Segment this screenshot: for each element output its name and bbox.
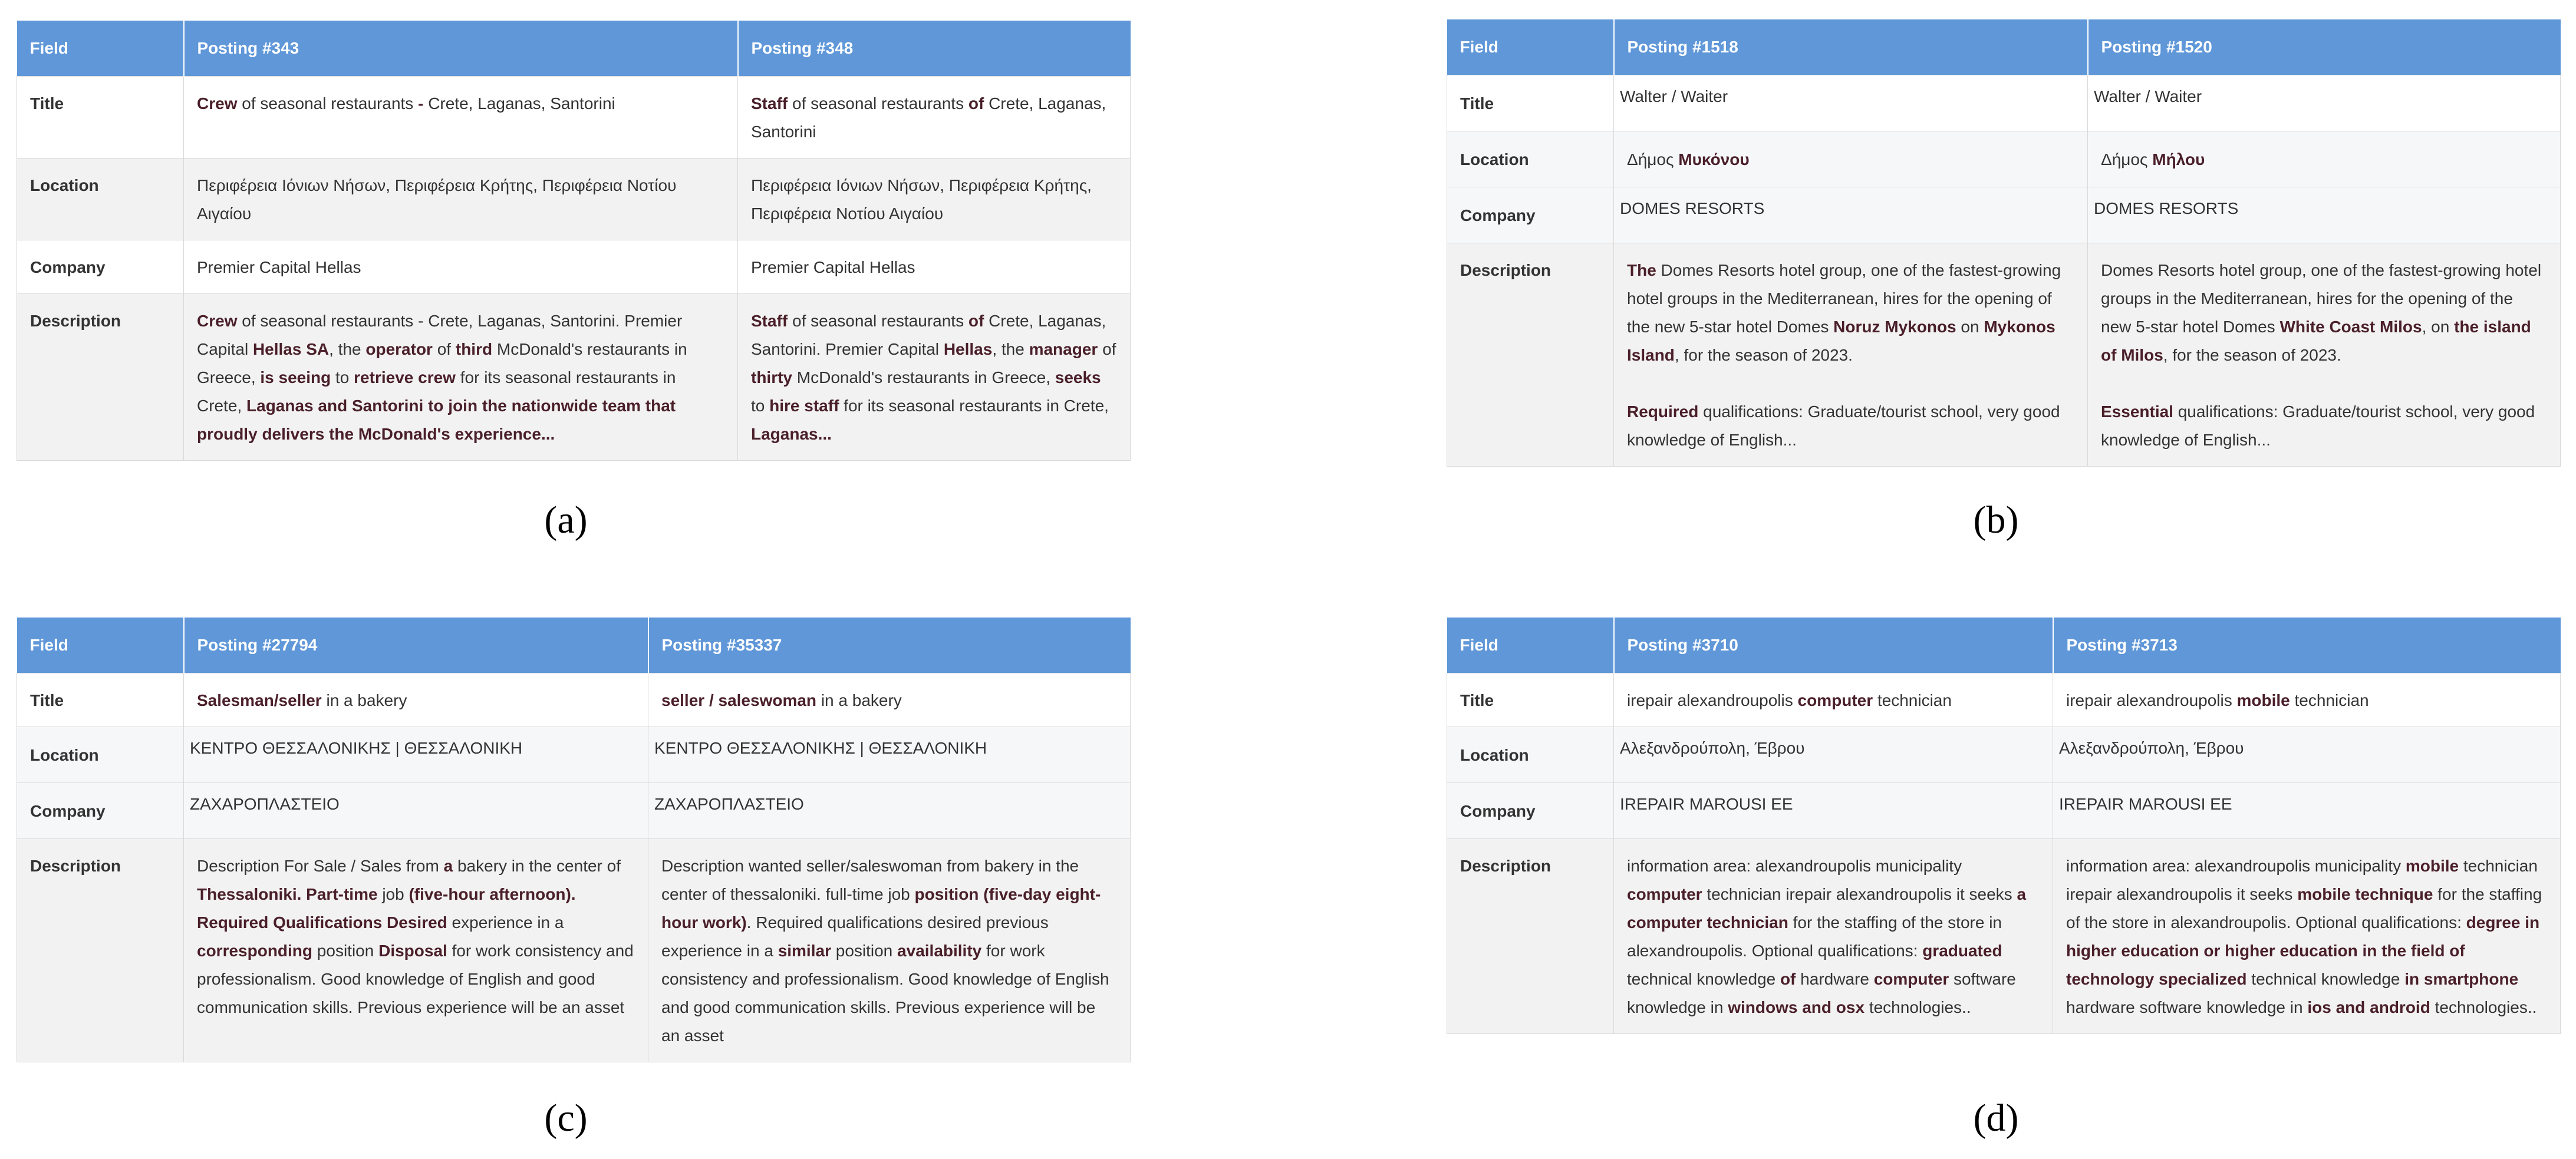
hl: Hellas SA	[252, 340, 330, 358]
hl: mobile	[2236, 691, 2290, 709]
txt: bakery in the center of	[453, 857, 621, 875]
hl: -	[418, 94, 424, 113]
header-field: Field	[17, 21, 184, 77]
cell-location-2: Αλεξανδρούπολη, Έβρου	[2053, 727, 2561, 783]
hl: position (five-day eight-hour work)	[661, 885, 1101, 932]
txt: , for the season of 2023.	[2163, 346, 2341, 364]
row-title	[17, 77, 1131, 159]
hl: Disposal	[378, 942, 447, 960]
cell-description-1	[1614, 839, 2053, 1034]
hl: graduated	[1922, 942, 2002, 960]
hl: White Coast Milos	[2279, 318, 2422, 336]
txt: experience in a	[447, 913, 564, 932]
cell-company-2: DOMES RESORTS	[2088, 187, 2561, 243]
cell-company-1: ΖΑΧΑΡΟΠΛΑΣΤΕΙΟ	[184, 783, 648, 839]
header-posting-2: Posting #35337	[648, 618, 1131, 673]
row-label-company: Company	[1447, 187, 1614, 243]
row-description	[1447, 243, 2561, 467]
txt: for the staffing of the store in alexandroupolis. Optional qualifications:	[2066, 885, 2542, 932]
row-label-location: Location	[1447, 131, 1614, 187]
desc-paragraph-1	[1627, 256, 2074, 369]
txt: Domes Resorts hotel group, one of the fastest-growing hotel groups in the Mediterranean, hires for the opening of the new 5-star hotel Domes	[2101, 261, 2542, 336]
header-posting-2: Posting #348	[738, 21, 1131, 77]
hl: hire staff	[769, 397, 839, 415]
row-label-title: Title	[1447, 673, 1614, 727]
cell-company-1: DOMES RESORTS	[1614, 187, 2088, 243]
txt: , the	[329, 340, 366, 358]
caption-b: (b)	[1973, 498, 2019, 541]
cell-description-2	[2088, 243, 2561, 467]
txt: software knowledge in	[1627, 970, 2016, 1016]
comparison-table-c	[17, 618, 1130, 1062]
comparison-table-d	[1447, 618, 2560, 1034]
txt: of	[432, 340, 456, 358]
desc-paragraph-2	[2101, 398, 2547, 454]
txt: information area: alexandroupolis municipality	[2066, 857, 2406, 875]
txt: position	[831, 942, 898, 960]
cell-company-2: IREPAIR MAROUSI EE	[2053, 783, 2561, 839]
txt: technologies..	[2430, 998, 2537, 1016]
txt: technician irepair alexandroupolis it seeks	[1702, 885, 2017, 903]
txt: job	[377, 885, 409, 903]
txt: to	[331, 368, 354, 387]
row-company	[17, 240, 1131, 294]
hl: computer	[1797, 691, 1873, 709]
row-description	[1447, 839, 2561, 1034]
hl: of	[968, 94, 984, 113]
txt: Description wanted seller/saleswoman from bakery in the center of thessaloniki. full-time job	[661, 857, 1079, 903]
txt: for its seasonal restaurants in Crete,	[197, 368, 676, 415]
row-description	[17, 839, 1131, 1062]
txt: for its seasonal restaurants in Crete,	[839, 397, 1109, 415]
cell-title-2: Walter / Waiter	[2088, 75, 2561, 131]
txt: Crete, Laganas, Santorini	[751, 94, 1106, 141]
cell-location-2	[2088, 131, 2561, 187]
row-location	[17, 727, 1131, 783]
header-row	[17, 618, 1131, 673]
desc-paragraph-2	[1627, 398, 2074, 454]
txt: qualifications: Graduate/tourist school, very good knowledge of English...	[2101, 402, 2535, 449]
hl: corresponding	[197, 942, 313, 960]
txt: of seasonal restaurants - Crete, Laganas, Santorini. Premier Capital	[197, 312, 683, 358]
txt: of	[1098, 340, 1116, 358]
row-label-company: Company	[1447, 783, 1614, 839]
cell-description-1	[1614, 243, 2088, 467]
header-posting-1: Posting #3710	[1614, 618, 2053, 673]
cell-title-1: Walter / Waiter	[1614, 75, 2088, 131]
hl: a	[443, 857, 453, 875]
txt: technical knowledge	[2246, 970, 2405, 988]
cell-title-2	[738, 77, 1131, 159]
txt: of seasonal restaurants	[788, 312, 969, 330]
cell-location-1: Αλεξανδρούπολη, Έβρου	[1614, 727, 2053, 783]
table-c	[17, 618, 1131, 1062]
hl: mobile	[2405, 857, 2459, 875]
comparison-table-b	[1447, 19, 2560, 467]
row-label-company: Company	[17, 783, 184, 839]
hl: computer	[1627, 885, 1702, 903]
hl: Laganas...	[751, 425, 832, 443]
row-label-company: Company	[17, 240, 184, 294]
cell-location-1: Περιφέρεια Ιόνιων Νήσων, Περιφέρεια Κρήτης, Περιφέρεια Νοτίου Αιγαίου	[184, 159, 738, 240]
hl: Hellas	[943, 340, 993, 358]
comparison-table-a	[17, 21, 1130, 461]
cell-company-2: Premier Capital Hellas	[738, 240, 1131, 294]
txt: of seasonal restaurants	[237, 94, 419, 113]
cell-description-1	[184, 294, 738, 461]
row-company	[1447, 783, 2561, 839]
caption-d: (d)	[1973, 1097, 2019, 1140]
txt: technician	[2290, 691, 2369, 709]
hl: degree in higher education or higher education in the field of technology specialized	[2066, 913, 2540, 988]
hl: manager	[1029, 340, 1098, 358]
hl: a computer technician	[1627, 885, 2027, 932]
hl: retrieve crew	[354, 368, 456, 387]
hl: Required	[1627, 402, 1699, 421]
txt: Domes Resorts hotel group, one of the fastest-growing hotel groups in the Mediterranean, hires for the opening of the new 5-star hotel Domes	[1627, 261, 2061, 336]
hl: Essential	[2101, 402, 2173, 421]
cell-location-2: Περιφέρεια Ιόνιων Νήσων, Περιφέρεια Κρήτης, Περιφέρεια Νοτίου Αιγαίου	[738, 159, 1131, 240]
txt: on	[1956, 318, 1984, 336]
txt: to	[751, 397, 770, 415]
txt: of seasonal restaurants	[788, 94, 969, 113]
txt: in a bakery	[816, 691, 902, 709]
hl: Thessaloniki. Part-time	[197, 885, 378, 903]
txt: irepair alexandroupolis	[2066, 691, 2237, 709]
row-label-description: Description	[17, 839, 184, 1062]
header-posting-1: Posting #343	[184, 21, 738, 77]
txt: , for the season of 2023.	[1674, 346, 1853, 364]
row-title	[1447, 75, 2561, 131]
cell-company-1: Premier Capital Hellas	[184, 240, 738, 294]
row-label-location: Location	[17, 159, 184, 240]
header-field: Field	[1447, 618, 1614, 673]
txt: Description For Sale / Sales from	[197, 857, 444, 875]
header-row	[17, 21, 1131, 77]
row-label-title: Title	[1447, 75, 1614, 131]
txt: in a bakery	[321, 691, 407, 709]
row-location	[17, 159, 1131, 240]
txt: information area: alexandroupolis municipality	[1627, 857, 1962, 875]
cell-company-1: IREPAIR MAROUSI EE	[1614, 783, 2053, 839]
hl: seeks	[1055, 368, 1101, 387]
txt: for the staffing of the store in alexandroupolis. Optional qualifications:	[1627, 913, 2002, 960]
cell-title-1	[1614, 673, 2053, 727]
caption-c: (c)	[544, 1097, 588, 1140]
hl: availability	[897, 942, 982, 960]
cell-title-1	[184, 77, 738, 159]
hl: Staff	[751, 94, 788, 113]
hl: operator	[365, 340, 433, 358]
hl: Salesman/seller	[197, 691, 322, 709]
row-label-description: Description	[1447, 243, 1614, 467]
header-row	[1447, 19, 2561, 75]
cell-location-1	[1614, 131, 2088, 187]
txt: hardware software knowledge in	[2066, 998, 2308, 1016]
txt: for work consistency and professionalism. Good knowledge of English and good communication skills. Previous experience will be an asset	[197, 942, 634, 1016]
desc-paragraph-1	[2101, 256, 2547, 369]
cell-description-2	[2053, 839, 2561, 1034]
cell-company-2: ΖΑΧΑΡΟΠΛΑΣΤΕΙΟ	[648, 783, 1131, 839]
hl: similar	[778, 942, 831, 960]
hl: ios and android	[2307, 998, 2430, 1016]
hl: The	[1627, 261, 1656, 279]
hl: windows and osx	[1728, 998, 1865, 1016]
txt: qualifications: Graduate/tourist school, very good knowledge of English...	[1627, 402, 2060, 449]
txt: . Required qualifications desired previous experience in a	[661, 913, 1049, 960]
header-posting-2: Posting #1520	[2088, 19, 2561, 75]
row-title	[17, 673, 1131, 727]
row-label-title: Title	[17, 77, 184, 159]
header-field: Field	[17, 618, 184, 673]
hl: Μήλου	[2152, 150, 2205, 169]
row-description	[17, 294, 1131, 461]
row-title	[1447, 673, 2561, 727]
cell-location-2: ΚΕΝΤΡΟ ΘΕΣΣΑΛΟΝΙΚΗΣ | ΘΕΣΣΑΛΟΝΙΚΗ	[648, 727, 1131, 783]
header-posting-1: Posting #27794	[184, 618, 648, 673]
txt: hardware	[1796, 970, 1874, 988]
hl: of	[968, 312, 984, 330]
txt: technician irepair alexandroupolis it seeks	[2066, 857, 2538, 903]
hl: Mykonos Island	[1627, 318, 2055, 364]
txt: Δήμος	[2101, 150, 2153, 169]
row-company	[17, 783, 1131, 839]
txt: for work consistency and professionalism. Good knowledge of English and good communication skills. Previous experience will be an asset	[661, 942, 1109, 1045]
txt: McDonald's restaurants in Greece,	[792, 368, 1055, 387]
caption-a: (a)	[544, 498, 588, 541]
hl: computer	[1873, 970, 1949, 988]
txt: irepair alexandroupolis	[1627, 691, 1798, 709]
txt: , the	[992, 340, 1029, 358]
row-label-description: Description	[1447, 839, 1614, 1034]
row-location	[1447, 727, 2561, 783]
hl: Μυκόνου	[1678, 150, 1750, 169]
hl: (five-hour afternoon). Required Qualifications Desired	[197, 885, 576, 932]
table-a	[17, 21, 1131, 461]
txt: Crete, Laganas, Santorini. Premier Capital	[751, 312, 1106, 358]
header-posting-2: Posting #3713	[2053, 618, 2561, 673]
cell-description-2	[648, 839, 1131, 1062]
cell-title-1	[184, 673, 648, 727]
hl: Crew	[197, 312, 238, 330]
cell-description-1	[184, 839, 648, 1062]
table-d	[1447, 618, 2561, 1034]
hl: the island of Milos	[2101, 318, 2531, 364]
cell-title-2	[648, 673, 1131, 727]
row-label-location: Location	[1447, 727, 1614, 783]
row-label-title: Title	[17, 673, 184, 727]
hl: Staff	[751, 312, 788, 330]
txt: position	[312, 942, 379, 960]
hl: in smartphone	[2404, 970, 2519, 988]
txt: McDonald's restaurants in Greece,	[197, 340, 687, 387]
row-label-description: Description	[17, 294, 184, 461]
hl: Crew	[197, 94, 238, 113]
hl: of	[1780, 970, 1796, 988]
cell-title-2	[2053, 673, 2561, 727]
hl: is seeing	[260, 368, 331, 387]
txt: Δήμος	[1627, 150, 1679, 169]
hl: Noruz Mykonos	[1833, 318, 1956, 336]
txt: , on	[2422, 318, 2455, 336]
hl: third	[455, 340, 493, 358]
table-b	[1447, 19, 2561, 467]
txt: technician	[1873, 691, 1952, 709]
hl: thirty	[751, 368, 792, 387]
header-posting-1: Posting #1518	[1614, 19, 2088, 75]
txt: technologies..	[1865, 998, 1971, 1016]
row-company	[1447, 187, 2561, 243]
cell-description-2	[738, 294, 1131, 461]
header-row	[1447, 618, 2561, 673]
header-field: Field	[1447, 19, 1614, 75]
row-label-location: Location	[17, 727, 184, 783]
hl: mobile technique	[2297, 885, 2433, 903]
txt: Crete, Laganas, Santorini	[423, 94, 615, 113]
row-location	[1447, 131, 2561, 187]
hl: Laganas and Santorini to join the nationwide team that proudly delivers the McDonald's experience...	[197, 397, 676, 443]
hl: seller / saleswoman	[661, 691, 817, 709]
txt: technical knowledge	[1627, 970, 1780, 988]
cell-location-1: ΚΕΝΤΡΟ ΘΕΣΣΑΛΟΝΙΚΗΣ | ΘΕΣΣΑΛΟΝΙΚΗ	[184, 727, 648, 783]
